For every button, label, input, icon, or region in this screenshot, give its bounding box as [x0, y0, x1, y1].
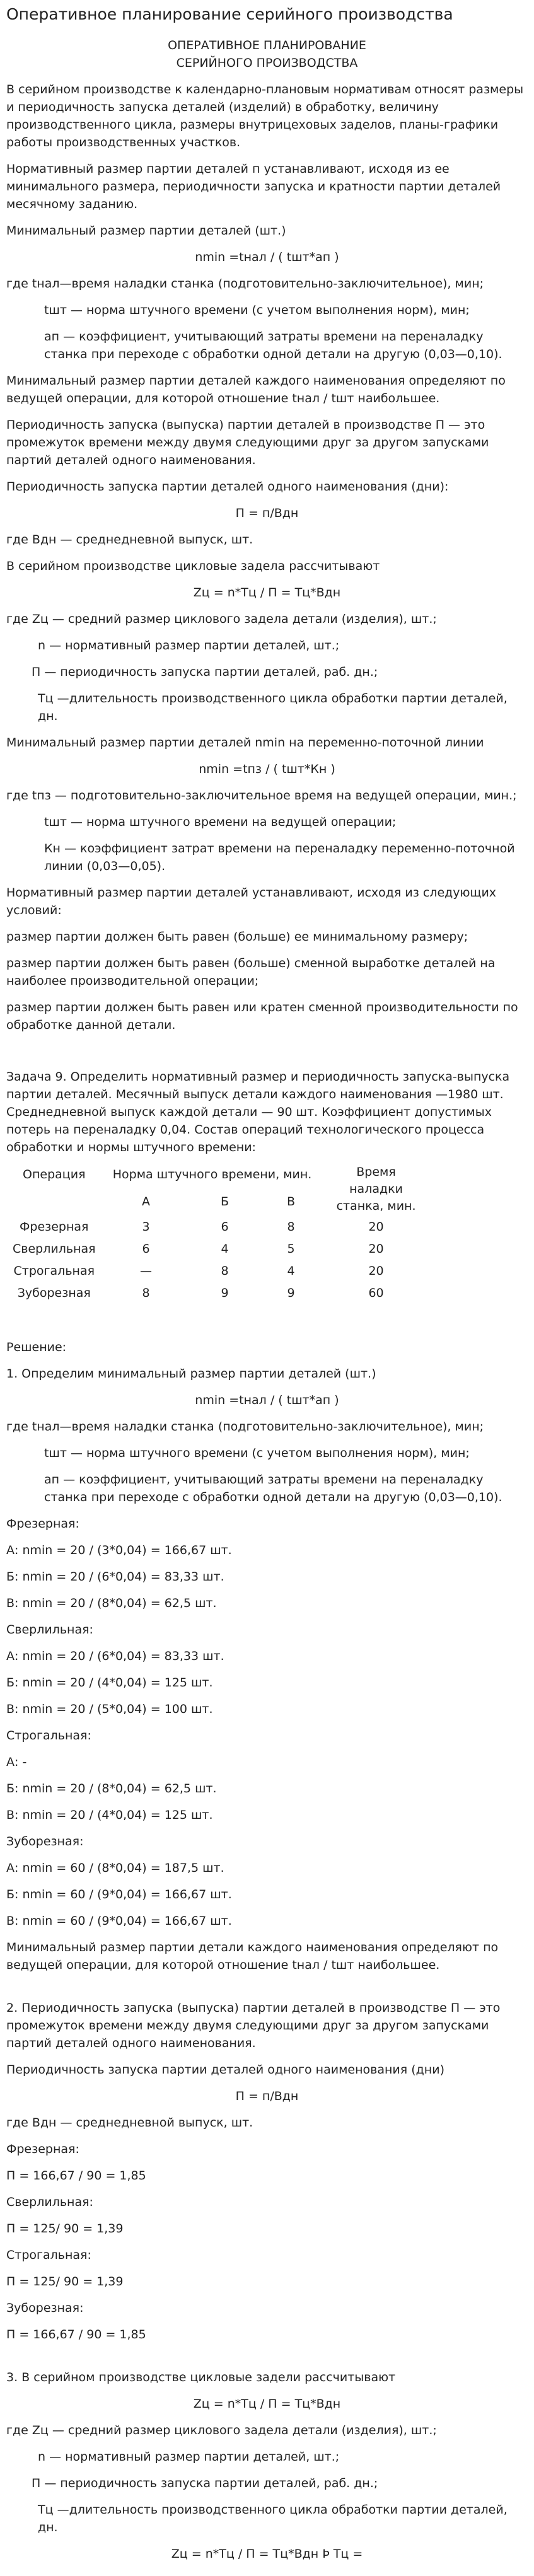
paragraph: Нормативный размер партии деталей устанавливают, исходя из следующих условий:: [6, 886, 497, 917]
cell-op: Строгальная: [13, 1264, 95, 1278]
definition: Тц —длительность производственного цикла обработки партии деталей, дн.: [38, 2503, 508, 2534]
condition: размер партии должен быть равен (больше) сменной выработке деталей на наиболее производительной операции;: [6, 956, 496, 988]
table-row: [6, 1216, 430, 1238]
cell-op: Сверлильная: [13, 1242, 96, 1256]
operation-label: Фрезерная:: [6, 2142, 79, 2156]
header-operation: Операция: [23, 1168, 86, 1182]
calc-line: А: nmin = 60 / (8*0,04) = 187,5 шт.: [6, 1861, 224, 1875]
cell: 20: [368, 1220, 384, 1234]
calc-line: В: nmin = 60 / (9*0,04) = 166,67 шт.: [6, 1914, 232, 1928]
calc-line: А: nmin = 20 / (6*0,04) = 83,33 шт.: [6, 1649, 224, 1663]
definition: Тц —длительность производственного цикла обработки партии деталей, дн.: [38, 692, 508, 723]
definition: tшт — норма штучного времени (с учетом выполнения норм), мин;: [44, 1446, 470, 1460]
cell-op: Фрезерная: [20, 1220, 89, 1234]
calc-line: Б: nmin = 20 / (4*0,04) = 125 шт.: [6, 1676, 213, 1690]
cell: 9: [221, 1286, 229, 1300]
heading-line-1: ОПЕРАТИВНОЕ ПЛАНИРОВАНИЕ: [168, 38, 366, 52]
cell-op: Зуборезная: [17, 1286, 91, 1300]
paragraph: где Вдн — среднедневной выпуск, шт.: [6, 533, 253, 547]
calc-line: А: -: [6, 1755, 27, 1769]
calc-line: П = 125/ 90 = 1,39: [6, 2222, 124, 2236]
paragraph: где Вдн — среднедневной выпуск, шт.: [6, 2116, 253, 2130]
formula: nmin =tнал / ( tшт*ап ): [195, 1393, 339, 1407]
formula: Zц = n*Тц / П = Тц*Вдн: [193, 586, 341, 600]
cell: 8: [221, 1264, 229, 1278]
paragraph: Минимальный размер партии деталей (шт.): [6, 224, 286, 238]
definition: где tпз — подготовительно-заключительное время на ведущей операции, мин.;: [6, 789, 517, 803]
cell: 9: [287, 1286, 295, 1300]
operation-label: Зуборезная:: [6, 1835, 84, 1848]
operation-label: Строгальная:: [6, 2248, 91, 2262]
table-row: [6, 1282, 430, 1304]
table-row: [6, 1260, 430, 1282]
formula: nmin =tпз / ( tшт*Кн ): [199, 762, 335, 776]
cell: 60: [368, 1286, 384, 1300]
operation-label: Строгальная:: [6, 1729, 91, 1743]
operation-label: Сверлильная:: [6, 2195, 93, 2209]
cell: 8: [142, 1286, 150, 1300]
paragraph: Минимальный размер партии деталей каждого наименования определяют по ведущей операции, для которой отношение tнал / tшт наибольшее.: [6, 374, 506, 405]
cell: 4: [221, 1242, 229, 1256]
definition: tшт — норма штучного времени (с учетом выполнения норм), мин;: [44, 303, 470, 317]
definition: n — нормативный размер партии деталей, шт.;: [38, 639, 340, 653]
paragraph: Периодичность запуска партии деталей одного наименования (дни): [6, 2063, 444, 2077]
definition: где Zц — средний размер циклового задела детали (изделия), шт.;: [6, 612, 437, 626]
definition: где tнал—время наладки станка (подготовительно-заключительное), мин;: [6, 1420, 484, 1434]
formula: Zц = n*Тц / П = Тц*Вдн: [193, 2397, 341, 2411]
cell: 6: [221, 1220, 229, 1234]
paragraph: Минимальный размер партии детали каждого наименования определяют по ведущей операции, для которой отношение tнал / tшт наибольшее.: [6, 1941, 499, 1972]
solution-heading: Решение:: [6, 1340, 67, 1354]
paragraph: Минимальный размер партии деталей nmin на переменно-поточной линии: [6, 736, 484, 750]
calc-line: В: nmin = 20 / (5*0,04) = 100 шт.: [6, 1702, 213, 1716]
calc-line: П = 166,67 / 90 = 1,85: [6, 2169, 146, 2183]
calc-line: В: nmin = 20 / (4*0,04) = 125 шт.: [6, 1808, 213, 1822]
cell: 6: [142, 1242, 150, 1256]
task-statement: Задача 9. Определить нормативный размер и периодичность запуска-выпуска партии деталей. Месячный выпуск детали каждого наименования —1980 шт. Среднедневной выпуск каждой детали — 90 шт. Коэффициент допустимых потерь на переналадку 0,04. Состав операций технологического процесса обработки и нормы штучного времени:: [6, 1070, 510, 1154]
operations-table: [6, 1163, 430, 1304]
formula: Zц = n*Тц / П = Тц*Вдн Þ Тц =: [171, 2547, 363, 2561]
calc-line: Б: nmin = 60 / (9*0,04) = 166,67 шт.: [6, 1888, 232, 1901]
col-c: В: [287, 1194, 296, 1209]
condition: размер партии должен быть равен (больше) ее минимальному размеру;: [6, 930, 468, 944]
paragraph: Периодичность запуска (выпуска) партии деталей в производстве П — это промежуток времени между двумя следующими друг за другом запусками партий деталей одного наименования.: [6, 418, 489, 467]
condition: размер партии должен быть равен или кратен сменной производительности по обработке данной детали.: [6, 1001, 518, 1032]
definition: П — периодичность запуска партии деталей, раб. дн.;: [32, 2476, 378, 2490]
col-b: Б: [221, 1194, 229, 1209]
paragraph: В серийном производстве цикловые задела рассчитывают: [6, 559, 380, 573]
calc-line: В: nmin = 20 / (8*0,04) = 62,5 шт.: [6, 1596, 217, 1610]
cell: 8: [287, 1220, 295, 1234]
cell: —: [140, 1264, 153, 1278]
table-row: [6, 1238, 430, 1260]
formula: П = п/Вдн: [235, 2089, 299, 2103]
definition: П — периодичность запуска партии деталей, раб. дн.;: [32, 665, 378, 679]
definition: ап — коэффициент, учитывающий затраты времени на переналадку станка при переходе с обработки одной детали на другую (0,03—0,10).: [44, 1473, 502, 1504]
operation-label: Зуборезная:: [6, 2301, 84, 2315]
calc-line: П = 166,67 / 90 = 1,85: [6, 2328, 146, 2341]
calc-line: Б: nmin = 20 / (8*0,04) = 62,5 шт.: [6, 1782, 217, 1796]
header-norm: Норма штучного времени, мин.: [112, 1168, 312, 1182]
page-title: Оперативное планирование серийного производства: [6, 5, 453, 23]
col-a: А: [142, 1194, 151, 1209]
header-setup-time: Время наладки станка, мин.: [336, 1165, 416, 1213]
definition: tшт — норма штучного времени на ведущей операции;: [44, 815, 397, 829]
definition: n — нормативный размер партии деталей, шт.;: [38, 2450, 340, 2464]
paragraph: Нормативный размер партии деталей п устанавливают, исходя из ее минимального размера, периодичности запуска и кратности партии деталей месячному заданию.: [6, 162, 501, 211]
step-2: 2. Периодичность запуска (выпуска) партии деталей в производстве П — это промежуток времени между двумя следующими друг за другом запусками партий деталей одного наименования.: [6, 2001, 501, 2050]
cell: 20: [368, 1242, 384, 1256]
operation-label: Фрезерная:: [6, 1517, 79, 1531]
step-1: 1. Определим минимальный размер партии деталей (шт.): [6, 1367, 376, 1381]
formula: П = п/Вдн: [235, 506, 299, 520]
operation-label: Сверлильная:: [6, 1623, 93, 1637]
heading-line-2: СЕРИЙНОГО ПРОИЗВОДСТВА: [176, 56, 358, 70]
intro-paragraph: В серийном производстве к календарно-плановым нормативам относят размеры и периодичность запуска деталей (изделий) в обработку, величину производственного цикла, размеры внутрицеховых заделов, планы-графики работы производственных участков.: [6, 83, 524, 149]
definition: ап — коэффициент, учитывающий затраты времени на переналадку станка при переходе с обработки одной детали на другую (0,03—0,10).: [44, 330, 502, 361]
paragraph: Периодичность запуска партии деталей одного наименования (дни):: [6, 480, 449, 494]
cell: 20: [368, 1264, 384, 1278]
calc-line: А: nmin = 20 / (3*0,04) = 166,67 шт.: [6, 1543, 232, 1557]
table-header-row: [6, 1163, 430, 1188]
cell: 4: [287, 1264, 295, 1278]
cell: 3: [142, 1220, 150, 1234]
cell: 5: [287, 1242, 295, 1256]
definition: где Zц — средний размер циклового задела детали (изделия), шт.;: [6, 2423, 437, 2437]
definition: Кн — коэффициент затрат времени на переналадку переменно-поточной линии (0,03—0,05).: [44, 842, 515, 873]
step-3: 3. В серийном производстве цикловые задели рассчитывают: [6, 2370, 396, 2384]
calc-line: Б: nmin = 20 / (6*0,04) = 83,33 шт.: [6, 1570, 224, 1584]
definition: где tнал—время наладки станка (подготовительно-заключительное), мин;: [6, 277, 484, 291]
calc-line: П = 125/ 90 = 1,39: [6, 2275, 124, 2289]
formula: nmin =tнал / ( tшт*ап ): [195, 250, 339, 264]
